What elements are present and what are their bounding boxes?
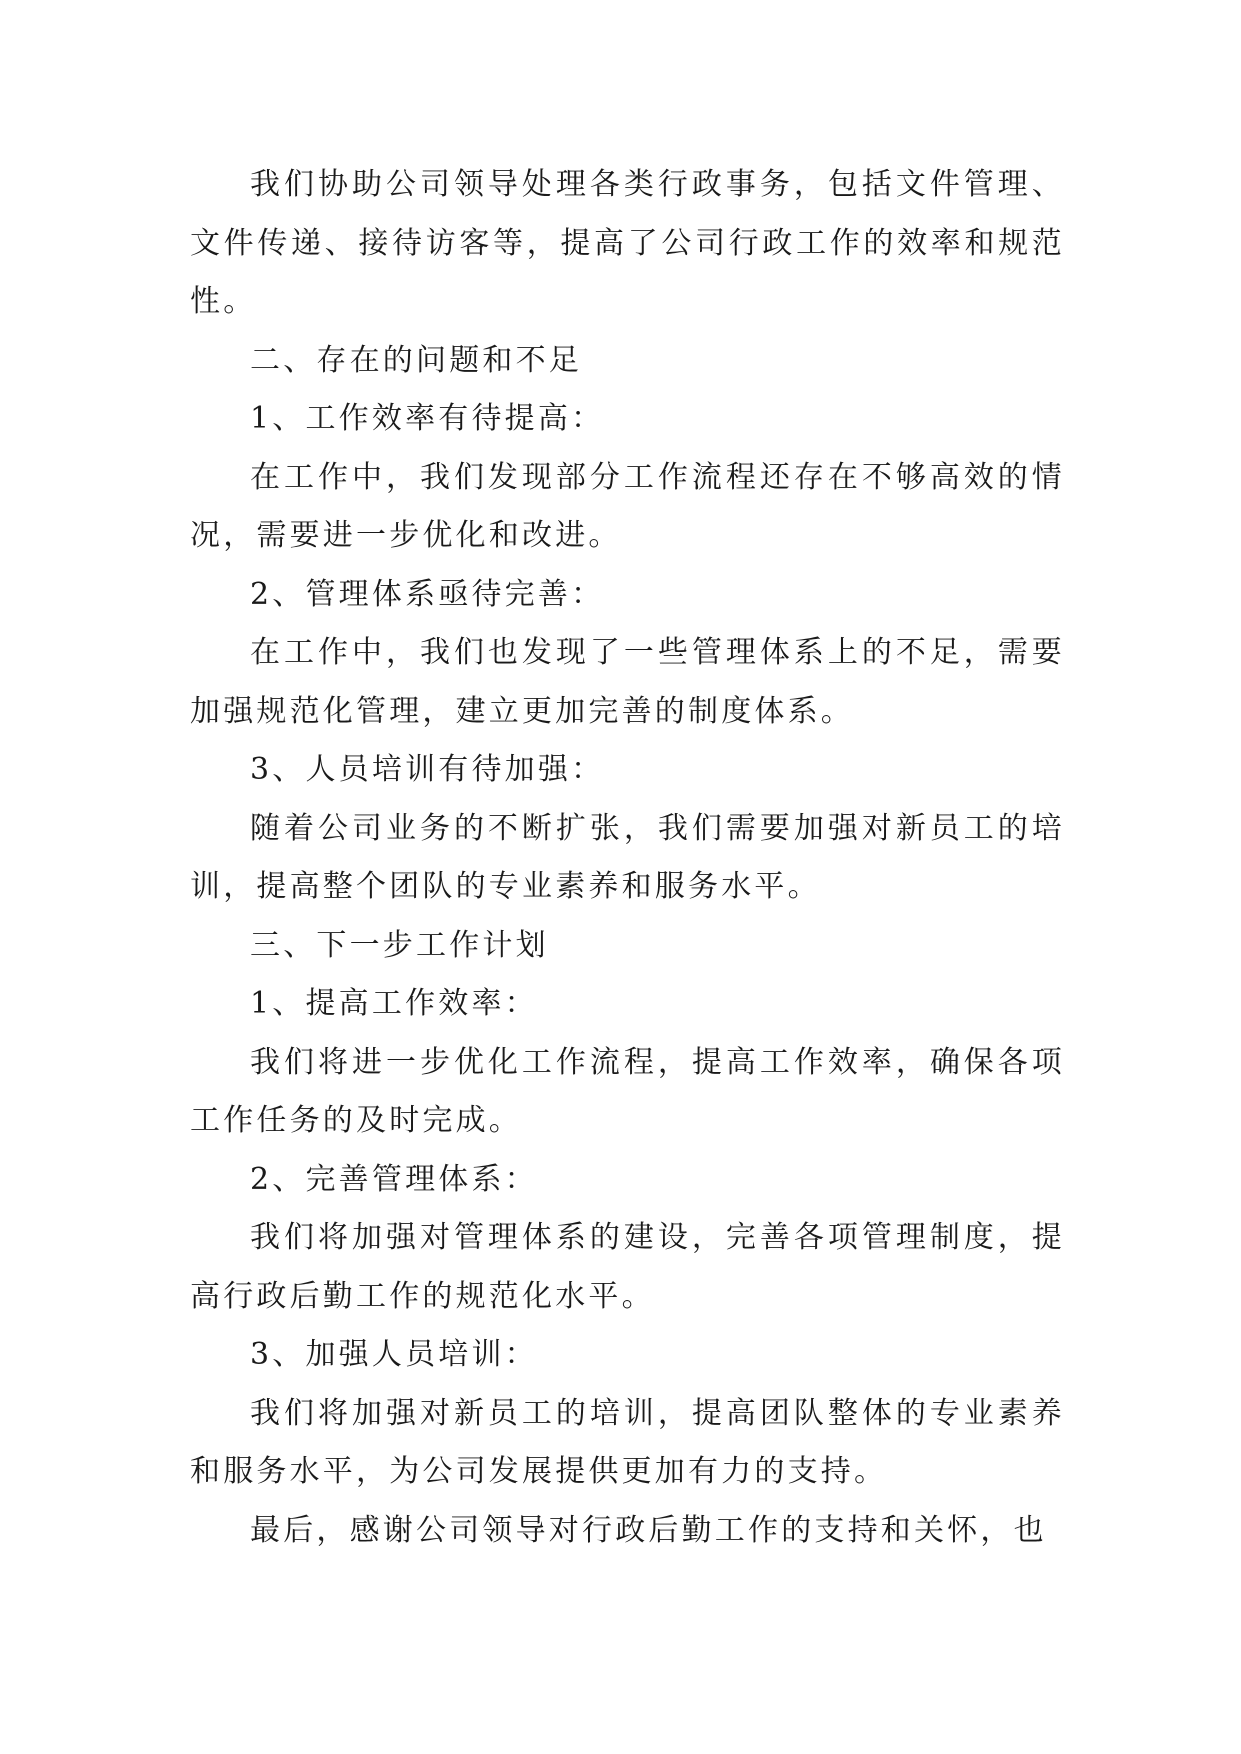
subheading-improve-efficiency: 1、提高工作效率： — [250, 986, 538, 1021]
paragraph-efficiency-issue: 在工作中，我们发现部分工作流程还存在不够高效的情况，需要进一步优化和改进。 — [190, 459, 1065, 553]
paragraph-improve-efficiency: 我们将进一步优化工作流程，提高工作效率，确保各项工作任务的及时完成。 — [190, 1044, 1065, 1138]
heading-next-plan: 三、下一步工作计划 — [250, 927, 549, 963]
paragraph-training-issue: 随着公司业务的不断扩张，我们需要加强对新员工的培训，提高整个团队的专业素养和服务水平。 — [190, 810, 1065, 904]
subheading-strengthen-training: 3、加强人员培训： — [250, 1337, 538, 1372]
paragraph-strengthen-training: 我们将加强对新员工的培训，提高团队整体的专业素养和服务水平，为公司发展提供更加有力的支持。 — [190, 1395, 1065, 1489]
paragraph-improve-management: 我们将加强对管理体系的建设，完善各项管理制度，提高行政后勤工作的规范化水平。 — [190, 1220, 1065, 1314]
document-body — [190, 156, 1065, 1560]
subheading-improve-management: 2、完善管理体系： — [250, 1161, 538, 1197]
paragraph-management-issue: 在工作中，我们也发现了一些管理体系上的不足，需要加强规范化管理，建立更加完善的制度体系。 — [190, 635, 1065, 729]
paragraph-admin-affairs: 我们协助公司领导处理各类行政事务，包括文件管理、文件传递、接待访客等，提高了公司行政工作的效率和规范性。 — [190, 167, 1065, 319]
subheading-training-issue: 3、人员培训有待加强： — [250, 752, 605, 787]
subheading-management-issue: 2、管理体系亟待完善： — [250, 576, 605, 612]
subheading-efficiency-issue: 1、工作效率有待提高： — [250, 401, 605, 436]
paragraph-closing: 最后，感谢公司领导对行政后勤工作的支持和关怀，也 — [250, 1512, 1047, 1548]
heading-problems: 二、存在的问题和不足 — [250, 342, 582, 378]
